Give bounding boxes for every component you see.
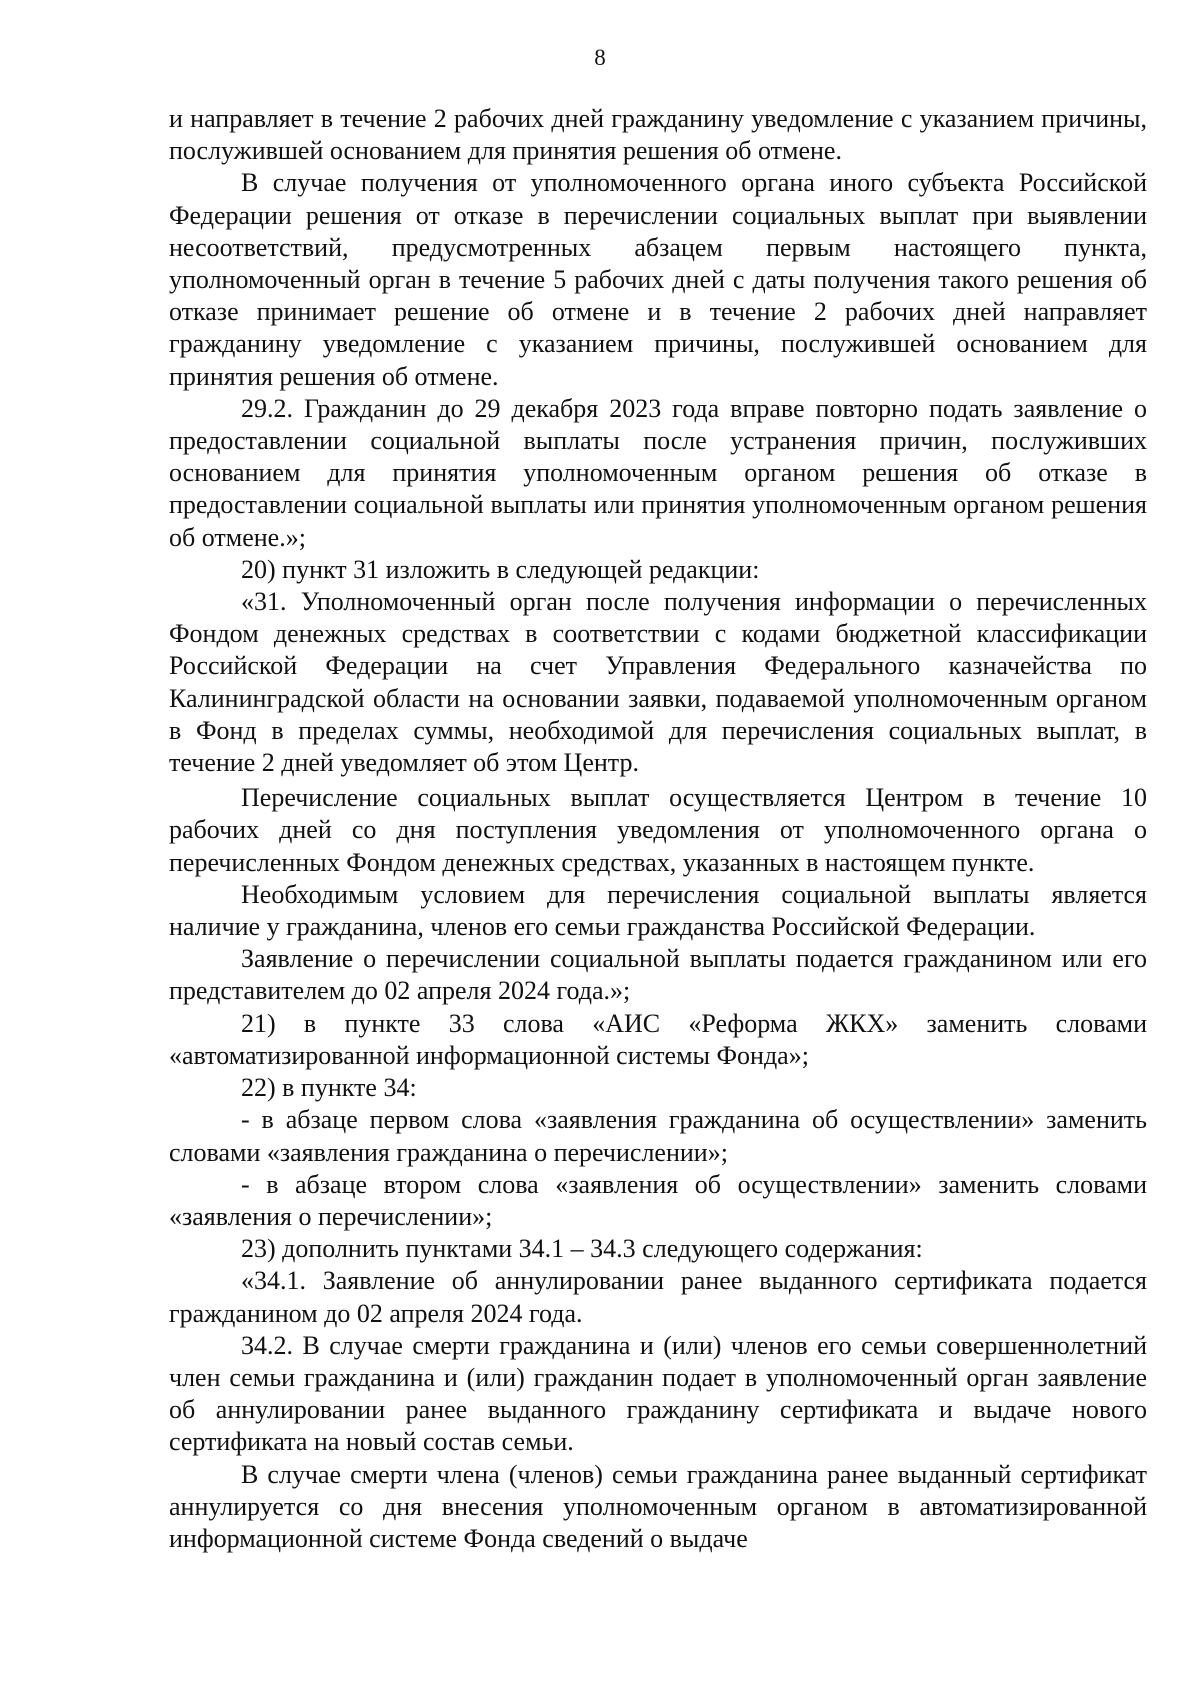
- page-number: 8: [594, 45, 606, 70]
- paragraph: 23) дополнить пунктами 34.1 – 34.3 следующего содержания:: [241, 1234, 923, 1264]
- paragraph: 22) в пункте 34:: [241, 1073, 417, 1103]
- paragraph: Заявление о перечислении социальной выплаты подается гражданином или его представителем до 02 апреля 2024 года.»;: [169, 944, 1147, 1006]
- paragraph: 34.2. В случае смерти гражданина и (или) членов его семьи совершеннолетний член семьи гражданина и (или) гражданин подает в уполномоченный орган заявление об аннулировании ранее выданного гражданину сертификата и выдаче нового сертификата на новый состав семьи.: [169, 1330, 1147, 1457]
- paragraph: - в абзаце втором слова «заявления об осуществлении» заменить словами «заявления о перечислении»;: [169, 1169, 1147, 1231]
- paragraph: «34.1. Заявление об аннулировании ранее выданного сертификата подается гражданином до 02 апреля 2024 года.: [169, 1266, 1147, 1328]
- paragraph: 29.2. Гражданин до 29 декабря 2023 года вправе повторно подать заявление о предоставлении социальной выплаты после устранения причин, послуживших основанием для принятия уполномоченным органом решения об отказе в предоставлении социальной выплаты или принятия уполномоченным органом решения об отмене.»;: [169, 393, 1147, 552]
- paragraph: Перечисление социальных выплат осуществляется Центром в течение 10 рабочих дней со дня поступления уведомления от уполномоченного органа о перечисленных Фондом денежных средствах, указанных в настоящем пункте.: [169, 783, 1147, 877]
- paragraph: «31. Уполномоченный орган после получения информации о перечисленных Фондом денежных средствах в соответствии с кодами бюджетной классификации Российской Федерации на счет Управления Федерального казначейства по Калининградской области на основании заявки, подаваемой уполномоченным органом в Фонд в пределах суммы, необходимой для перечисления социальных выплат, в течение 2 дней уведомляет об этом Центр.: [169, 587, 1147, 778]
- paragraph: 20) пункт 31 изложить в следующей редакции:: [241, 554, 760, 584]
- paragraph: - в абзаце первом слова «заявления гражданина об осуществлении» заменить словами «заявления гражданина о перечислении»;: [169, 1105, 1147, 1167]
- paragraph: и направляет в течение 2 рабочих дней гражданину уведомление с указанием причины, послужившей основанием для принятия решения об отмене.: [169, 104, 1147, 166]
- paragraph: Необходимым условием для перечисления социальной выплаты является наличие у гражданина, членов его семьи гражданства Российской Федерации.: [169, 879, 1147, 942]
- paragraph: 21) в пункте 33 слова «АИС «Реформа ЖКХ» заменить словами «автоматизированной информационной системы Фонда»;: [169, 1008, 1147, 1070]
- paragraph: В случае получения от уполномоченного органа иного субъекта Российской Федерации решения от отказе в перечислении социальных выплат при выявлении несоответствий, предусмотренных абзацем первым настоящего пункта, уполномоченный орган в течение 5 рабочих дней с даты получения такого решения об отказе принимает решение об отмене и в течение 2 рабочих дней направляет гражданину уведомление с указанием причины, послужившей основанием для принятия решения об отмене.: [169, 168, 1147, 391]
- document-body: [169, 103, 1147, 1555]
- paragraph: В случае смерти члена (членов) семьи гражданина ранее выданный сертификат аннулируется со дня внесения уполномоченным органом в автоматизированной информационной системе Фонда сведений о выдаче: [169, 1459, 1147, 1553]
